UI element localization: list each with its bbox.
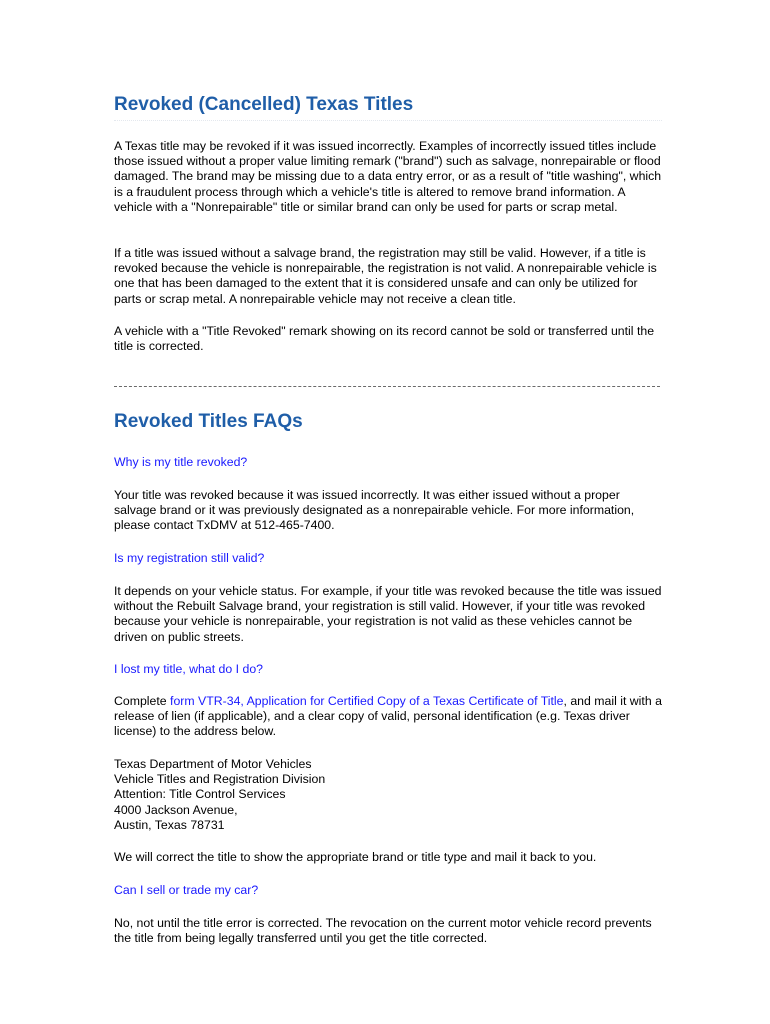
correction-note: We will correct the title to show the appropriate brand or title type and mail it back to you. — [114, 850, 597, 864]
address-line: Austin, Texas 78731 — [114, 817, 225, 832]
page-title: Revoked (Cancelled) Texas Titles — [114, 94, 414, 115]
address-line: Vehicle Titles and Registration Division — [114, 772, 326, 787]
faq-answer-why-revoked: Your title was revoked because it was issued incorrectly. It was either issued without a proper salvage brand or it was previously designated as a nonrepairable vehicle. For more information, please contact TxDMV at 512-465-7400. — [114, 488, 635, 533]
faq-question-sell-trade: Can I sell or trade my car? — [114, 883, 259, 897]
mailing-address — [114, 757, 662, 833]
registration-paragraph: If a title was issued without a salvage brand, the registration may still be valid. However, if a title is revoked because the vehicle is nonrepairable, the registration is not valid. A nonrepairable vehicle is one that has been damaged to the extent that it is considered unsafe and can only be utilized for parts or scrap metal. A nonrepairable vehicle may not receive a clean title. — [114, 246, 657, 306]
faq-question-registration-valid: Is my registration still valid? — [114, 551, 265, 565]
faq-heading: Revoked Titles FAQs — [114, 411, 303, 432]
faq-question-why-revoked: Why is my title revoked? — [114, 455, 248, 469]
answer-prefix: Complete — [114, 694, 171, 708]
faq-answer-lost-title — [114, 694, 662, 740]
transfer-paragraph: A vehicle with a "Title Revoked" remark showing on its record cannot be sold or transferred until the title is corrected. — [114, 324, 655, 354]
address-line: Attention: Title Control Services — [114, 787, 286, 802]
faq-question-lost-title: I lost my title, what do I do? — [114, 662, 263, 676]
form-vtr-34-link[interactable]: form VTR-34, Application for Certified Copy of a Texas Certificate of Title — [170, 694, 564, 708]
faq-answer-sell-trade: No, not until the title error is corrected. The revocation on the current motor vehicle record prevents the title from being legally transferred until you get the title corrected. — [114, 916, 652, 946]
address-line: 4000 Jackson Avenue, — [114, 802, 238, 817]
address-line: Texas Department of Motor Vehicles — [114, 757, 312, 771]
faq-answer-registration-valid: It depends on your vehicle status. For example, if your title was revoked because the title was issued without the Rebuilt Salvage brand, your registration is still valid. However, if your title was revoked because your vehicle is nonrepairable, your registration is not valid as these vehicles cannot be driven on public streets. — [114, 584, 662, 644]
title-underline — [114, 120, 662, 121]
answer-suffix: , and mail it with a release of lien (if applicable), and a clear copy of valid, personal identification (e.g. Texas driver license) to the address below. — [114, 694, 662, 739]
intro-paragraph: A Texas title may be revoked if it was issued incorrectly. Examples of incorrectly issued titles include those issued without a proper value limiting remark ("brand") such as salvage, nonrepairable or flood damaged. The brand may be missing due to a data entry error, or as a result of "title washing", which is a fraudulent process through which a vehicle's title is altered to remove brand information. A vehicle with a "Nonrepairable" title or similar brand can only be used for parts or scrap metal. — [114, 139, 662, 214]
section-divider — [114, 386, 660, 387]
